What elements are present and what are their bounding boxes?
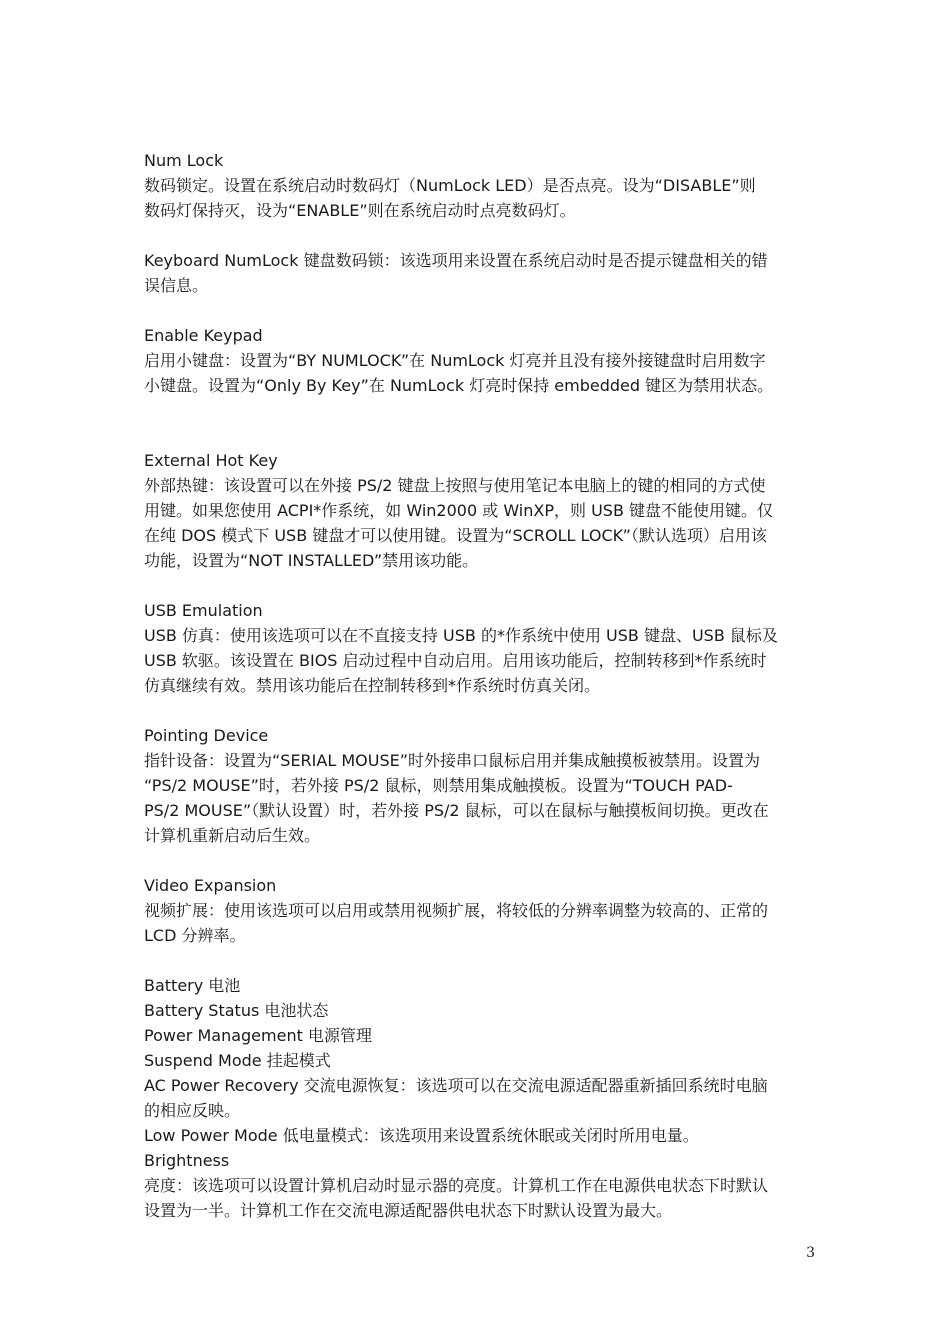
- paragraph-line: 外部热键：该设置可以在外接 PS/2 键盘上按照与使用笔记本电脑上的键的相同的方式使: [144, 476, 766, 495]
- spacer: [144, 848, 806, 873]
- spacer: [144, 573, 806, 598]
- spacer: [144, 698, 806, 723]
- spacer: [144, 298, 806, 323]
- spacer: [144, 948, 806, 973]
- paragraph-line: 亮度：该选项可以设置计算机启动时显示器的亮度。计算机工作在电源供电状态下时默认: [144, 1176, 769, 1195]
- paragraph-line: LCD 分辨率。: [144, 926, 246, 945]
- section-title-usb-emulation: USB Emulation: [144, 601, 263, 620]
- power-management-line: Power Management 电源管理: [144, 1026, 372, 1045]
- paragraph-line: 启用小键盘：设置为“BY NUMLOCK”在 NumLock 灯亮并且没有接外接键盘时启用数字: [144, 351, 766, 370]
- spacer: [144, 398, 806, 448]
- paragraph-line: 指针设备：设置为“SERIAL MOUSE”时外接串口鼠标启用并集成触摸板被禁用。设置为: [144, 751, 761, 770]
- paragraph-line: 误信息。: [144, 276, 209, 295]
- battery-status-line: Battery Status 电池状态: [144, 1001, 329, 1020]
- section-title-external-hot-key: External Hot Key: [144, 451, 278, 470]
- section-title-video-expansion: Video Expansion: [144, 876, 277, 895]
- section-title-num-lock: Num Lock: [144, 151, 224, 170]
- paragraph-line: PS/2 MOUSE”（默认设置）时，若外接 PS/2 鼠标，可以在鼠标与触摸板间切换。更改在: [144, 801, 769, 820]
- paragraph-line: 的相应反映。: [144, 1101, 241, 1120]
- paragraph-line: USB 软驱。该设置在 BIOS 启动过程中自动启用。启用该功能后，控制转移到*作系统时: [144, 651, 767, 670]
- paragraph-line: “PS/2 MOUSE”时，若外接 PS/2 鼠标，则禁用集成触摸板。设置为“TOUCH PAD-: [144, 776, 733, 795]
- paragraph-line: 设置为一半。计算机工作在交流电源适配器供电状态下时默认设置为最大。: [144, 1201, 673, 1220]
- paragraph-line: 小键盘。设置为“Only By Key”在 NumLock 灯亮时保持 embedded 键区为禁用状态。: [144, 376, 774, 395]
- paragraph-line: 视频扩展：使用该选项可以启用或禁用视频扩展，将较低的分辨率调整为较高的、正常的: [144, 901, 769, 920]
- paragraph-line: USB 仿真：使用该选项可以在不直接支持 USB 的*作系统中使用 USB 键盘、USB 鼠标及: [144, 626, 778, 645]
- spacer: [144, 223, 806, 248]
- section-title-pointing-device: Pointing Device: [144, 726, 269, 745]
- low-power-mode-line: Low Power Mode 低电量模式：该选项用来设置系统休眠或关闭时所用电量。: [144, 1126, 699, 1145]
- section-title-brightness: Brightness: [144, 1151, 230, 1170]
- paragraph-line: 计算机重新启动后生效。: [144, 826, 321, 845]
- paragraph-line: Keyboard NumLock 键盘数码锁：该选项用来设置在系统启动时是否提示键盘相关的错: [144, 251, 768, 270]
- paragraph-line: 数码灯保持灭，设为“ENABLE”则在系统启动时点亮数码灯。: [144, 201, 576, 220]
- page-number: 3: [806, 1245, 815, 1261]
- ac-power-recovery-line: AC Power Recovery 交流电源恢复：该选项可以在交流电源适配器重新插回系统时电脑: [144, 1076, 768, 1095]
- document-body: [144, 148, 806, 1223]
- section-title-enable-keypad: Enable Keypad: [144, 326, 263, 345]
- paragraph-line: 在纯 DOS 模式下 USB 键盘才可以使用键。设置为“SCROLL LOCK”（默认选项）启用该: [144, 526, 767, 545]
- suspend-mode-line: Suspend Mode 挂起模式: [144, 1051, 331, 1070]
- paragraph-line: 用键。如果您使用 ACPI*作系统，如 Win2000 或 WinXP，则 USB 键盘不能使用键。仅: [144, 501, 774, 520]
- paragraph-line: 数码锁定。设置在系统启动时数码灯（NumLock LED）是否点亮。设为“DISABLE”则: [144, 176, 756, 195]
- battery-line: Battery 电池: [144, 976, 241, 995]
- paragraph-line: 仿真继续有效。禁用该功能后在控制转移到*作系统时仿真关闭。: [144, 676, 601, 695]
- paragraph-line: 功能，设置为“NOT INSTALLED”禁用该功能。: [144, 551, 479, 570]
